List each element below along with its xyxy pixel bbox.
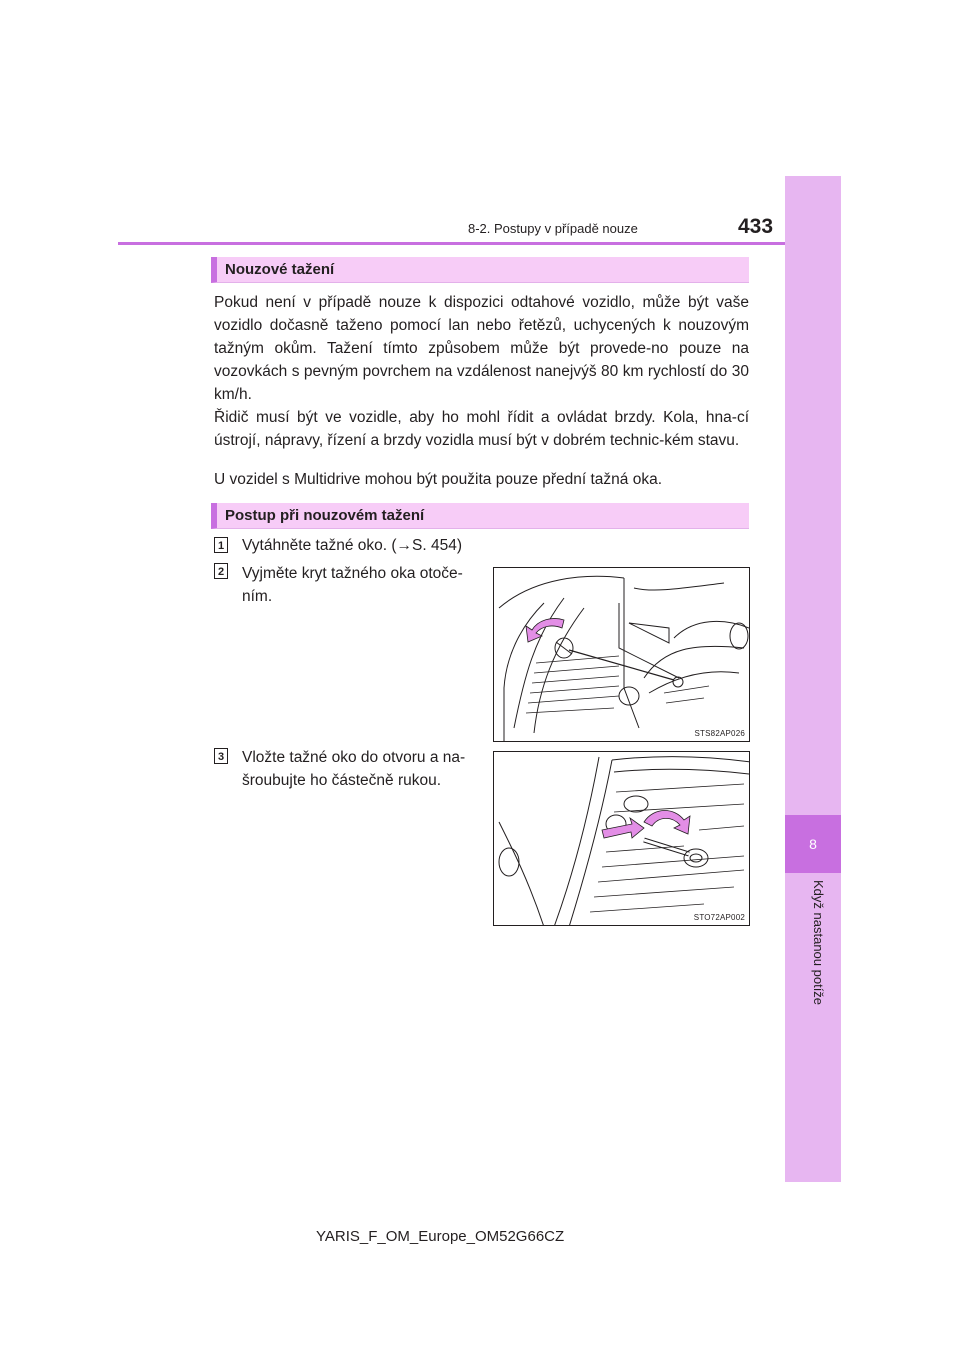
header-section-title: 8-2. Postupy v případě nouze (468, 221, 638, 236)
towing-eye-screw-illustration (494, 752, 750, 926)
figure-code-2: STO72AP002 (693, 913, 745, 922)
figure-code-1: STS82AP026 (694, 729, 745, 738)
section-heading-emergency-towing: Nouzové tažení (211, 257, 749, 283)
towing-paragraph-2: Řidič musí být ve vozidle, aby ho mohl řídit a ovládat brzdy. Kola, hna-cí ústrojí, nápravy, řízení a brzdy vozidla musí být v dobrém technic-kém stavu. (214, 409, 749, 449)
step-text-1: Vytáhněte tažné oko. (→S. 454) (242, 537, 462, 554)
figure-towing-eye (493, 751, 750, 926)
multidrive-note: U vozidel s Multidrive mohou být použita pouze přední tažná oka. (214, 471, 663, 488)
bumper-cover-rotate-illustration (494, 568, 750, 742)
towing-paragraph-1: Pokud není v případě nouze k dispozici odtahové vozidlo, může být vaše vozidlo dočasně taženo pomocí lan nebo řetězů, uchycených k nouzovým tažným okům. Tažení tímto způsobem může být provede-no pouze na vozovkách s pevným povrchem na vzdálenost nanejvýš 80 km rychlostí do 30 km/h. (214, 294, 749, 403)
step-number-3: 3 (214, 748, 228, 764)
page-number: 433 (738, 215, 774, 238)
step-number-2: 2 (214, 563, 228, 579)
step-text-2: Vyjměte kryt tažného oka otoče-ním. (242, 565, 463, 605)
step-number-1: 1 (214, 537, 228, 553)
section-heading-towing-procedure: Postup při nouzovém tažení (211, 503, 749, 529)
chapter-side-tab (785, 176, 841, 1182)
footer-document-id: YARIS_F_OM_Europe_OM52G66CZ (316, 1228, 565, 1245)
step-text-3: Vložte tažné oko do otvoru a na-šroubujte ho částečně rukou. (242, 749, 466, 789)
header-divider (118, 242, 785, 245)
figure-bumper-cover (493, 567, 750, 742)
chapter-title-vertical: Když nastanou potíže (811, 880, 826, 1006)
chapter-number-tab: 8 (785, 815, 841, 873)
towing-intro-text (214, 291, 749, 452)
